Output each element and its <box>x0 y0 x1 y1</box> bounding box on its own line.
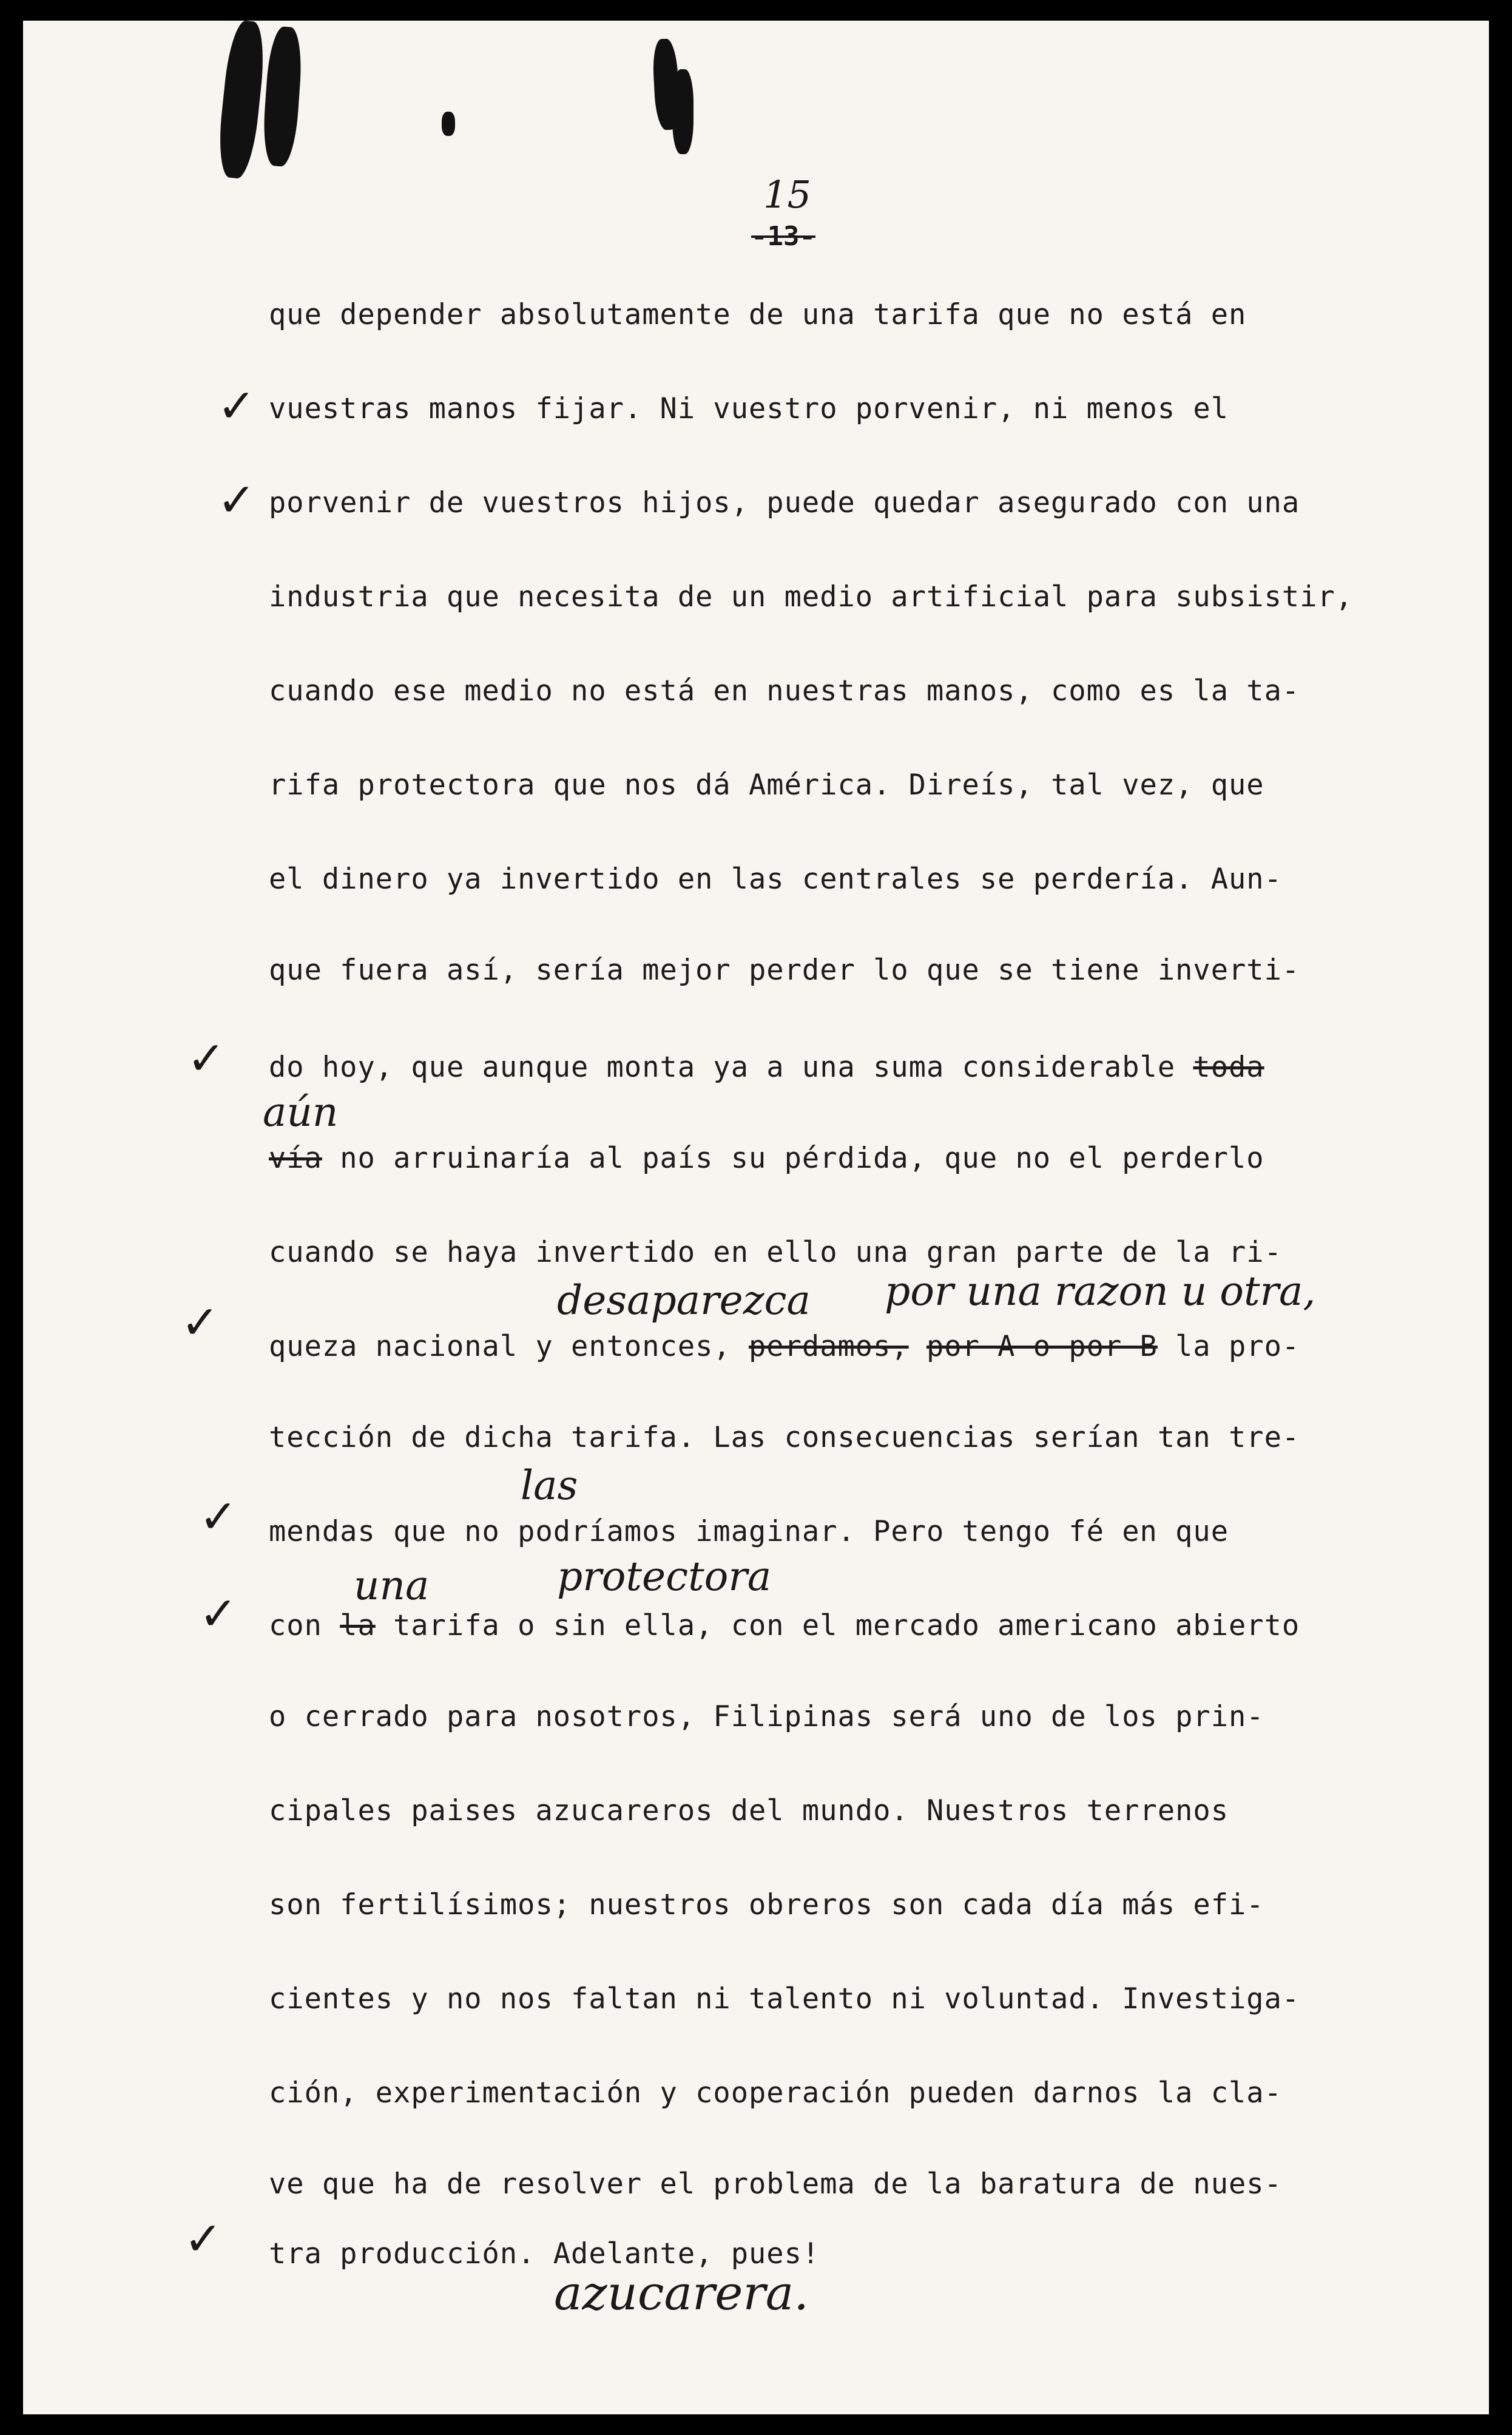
line-text: la pro- <box>1175 1330 1300 1363</box>
text-line: cientes y no nos faltan ni talento ni voluntad. Investiga- <box>269 1982 1300 2016</box>
text-line: que fuera así, sería mejor perder lo que se tiene inverti- <box>269 953 1300 987</box>
document-page <box>23 21 1489 2414</box>
page-number-original: -13- <box>751 221 815 252</box>
line-text: tarifa o sin ella, con el mercado americano abierto <box>393 1609 1300 1642</box>
ink-smudge <box>215 21 268 180</box>
text-line <box>269 1608 1452 1644</box>
text-line: ción, experimentación y cooperación pueden darnos la cla- <box>269 2076 1282 2110</box>
text-line: tección de dicha tarifa. Las consecuencias serían tan tre- <box>269 1421 1300 1454</box>
text-line: son fertilísimos; nuestros obreros son cada día más efi- <box>269 1888 1264 1922</box>
handwritten-insert: desaparezca <box>557 1277 811 1324</box>
struck-word: toda <box>1193 1051 1264 1084</box>
handwritten-insert: aún <box>263 1089 339 1136</box>
text-line: cipales paises azucareros del mundo. Nuestros terrenos <box>269 1794 1229 1827</box>
handwritten-insert: una <box>354 1562 430 1609</box>
ink-smudge <box>442 112 455 136</box>
text-line: vuestras manos fijar. Ni vuestro porvenir, ni menos el <box>269 392 1229 425</box>
text-line: el dinero ya invertido en las centrales se perdería. Aun- <box>269 862 1282 896</box>
text-line: porvenir de vuestros hijos, puede quedar asegurado con una <box>269 486 1300 520</box>
text-line: o cerrado para nosotros, Filipinas será uno de los prin- <box>269 1700 1264 1733</box>
handwritten-insert: por una razon u otra, <box>885 1268 1316 1315</box>
struck-word: vía <box>269 1142 322 1175</box>
check-mark: ✓ <box>184 2212 223 2266</box>
handwritten-insert: azucarera. <box>554 2266 809 2321</box>
ink-smudge <box>261 25 304 167</box>
text-line: cuando ese medio no está en nuestras manos, como es la ta- <box>269 674 1300 708</box>
check-mark: ✓ <box>181 1295 220 1349</box>
line-text: queza nacional y entonces, <box>269 1330 731 1363</box>
text-line <box>269 1049 1452 1086</box>
check-mark: ✓ <box>187 1031 226 1085</box>
struck-word: perdamos, <box>749 1330 909 1363</box>
page-number-corrected: 15 <box>763 172 811 217</box>
ink-smudge <box>672 69 694 154</box>
text-line: ve que ha de resolver el problema de la baratura de nues- <box>269 2167 1282 2201</box>
text-line: cuando se haya invertido en ello una gran parte de la ri- <box>269 1236 1282 1269</box>
text-line: que depender absolutamente de una tarifa que no está en <box>269 298 1247 331</box>
text-line: tra producción. Adelante, pues! <box>269 2237 820 2271</box>
handwritten-insert: protectora <box>557 1553 772 1600</box>
line-text: do hoy, que aunque monta ya a una suma considerable <box>269 1051 1176 1084</box>
text-line <box>269 1140 1452 1177</box>
text-line: industria que necesita de un medio artificial para subsistir, <box>269 580 1354 614</box>
check-mark: ✓ <box>217 379 256 433</box>
struck-word: la <box>340 1609 376 1642</box>
check-mark: ✓ <box>199 1587 238 1641</box>
text-line <box>269 1329 1452 1365</box>
line-text: con <box>269 1609 322 1642</box>
check-mark: ✓ <box>217 473 256 527</box>
line-text: no arruinaría al país su pérdida, que no el perderlo <box>340 1142 1264 1175</box>
text-line: mendas que no podríamos imaginar. Pero tengo fé en que <box>269 1515 1229 1548</box>
check-mark: ✓ <box>199 1489 238 1543</box>
text-line: rifa protectora que nos dá América. Direís, tal vez, que <box>269 768 1264 802</box>
struck-word: por A o por B <box>926 1330 1158 1363</box>
handwritten-insert: las <box>521 1462 578 1509</box>
